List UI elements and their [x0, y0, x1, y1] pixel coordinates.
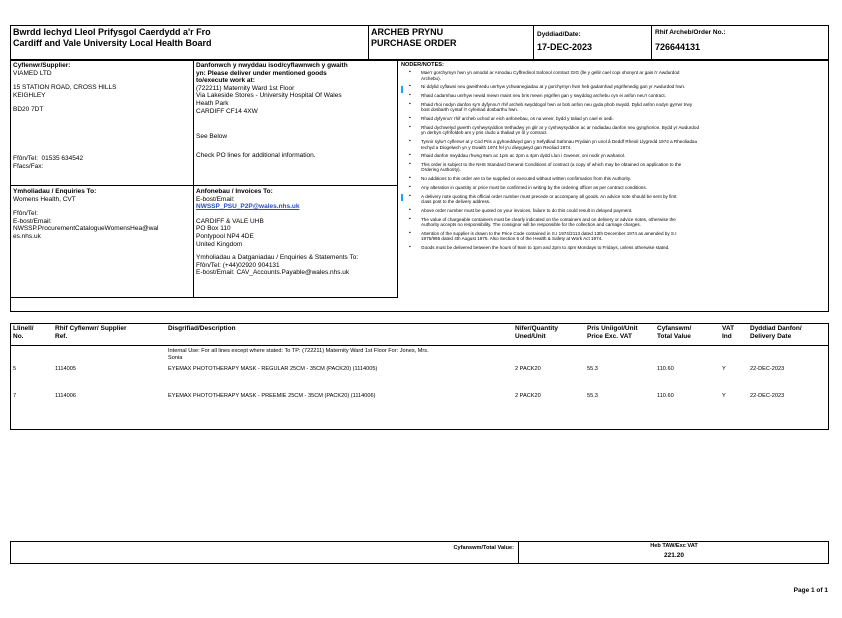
enquiries-name: Womens Health, CVT: [13, 195, 76, 203]
delivery-see-below: See Below: [196, 133, 228, 140]
note-item: [401, 125, 827, 136]
items-header-hline: [10, 345, 829, 346]
supplier-address-2: KEIGHLEY: [13, 91, 46, 99]
invoices-address-4: United Kingdom: [196, 240, 243, 248]
row-quantity: 2 PACK20: [515, 393, 541, 399]
table-row: [10, 366, 829, 376]
note-item: [401, 84, 827, 90]
header-divider-1: [368, 25, 369, 60]
row-vat: Y: [722, 366, 726, 372]
note-line: 1975/995 dated 4th August 1975. Also Section 5 of the Health & Safety at Work Act 1974.: [421, 236, 603, 242]
invoices-email-link[interactable]: NWSSP_PSU_P2P@wales.nhs.uk: [196, 203, 300, 211]
org-name-english: Cardiff and Vale University Local Health Board: [13, 38, 212, 48]
row-description: EYEMAX PHOTOTHERAPY MASK - REGULAR 25CM - 35CM (PACK20) (1114005): [168, 366, 378, 372]
note-line: ▪ Tynnir sylw'r cyflenwr at y Cod Pris a gyhoeddwyd gan y Sefydliad Safonau Prydain yn unol â Deddf Rheoli Llygredd 1974 a Rheoliadau: [421, 138, 698, 144]
doc-title-welsh: ARCHEB PRYNU: [371, 27, 444, 37]
notes-label: NODER/NOTES:: [401, 62, 444, 68]
supplier-fax: Ffacs/Fax:: [13, 163, 44, 170]
col-header-total: Cyfanswm/ Total Value: [657, 325, 692, 340]
note-item: [401, 185, 827, 191]
enquiries-email-2[interactable]: es.nhs.uk: [13, 232, 41, 240]
note-line: yn derbyn cyfrifoldeb am y pris cludo a thaliad yn ôl y contract.: [421, 130, 548, 136]
enquiries-email-label: E-bost/Email:: [13, 217, 52, 225]
delivery-address-2: Via Lakeside Stores - University Hospital Of Wales: [196, 92, 342, 100]
supplier-name: VIAMED LTD: [13, 69, 52, 77]
row-delivery-date: 22-DEC-2023: [750, 366, 785, 372]
note-line: ▪ No additions to this order are to be supplied or executed without written confirmation from this Authority.: [421, 176, 632, 182]
delivery-block: [196, 62, 396, 115]
note-line: class post to the delivery address.: [421, 199, 491, 205]
enquiries-email-1[interactable]: NWSSP.ProcurementCatalogueWomensHea@wal: [13, 225, 159, 233]
delivery-label-2: yn: Please deliver under mentioned goods: [196, 69, 327, 77]
col-header-unit-price: Pris Uniigol/Unit Price Exc. VAT: [587, 325, 638, 340]
note-item: [401, 153, 827, 159]
note-item: [401, 139, 827, 150]
invoices-block: [196, 188, 396, 277]
date-value: 17-DEC-2023: [537, 42, 593, 52]
note-line: bost dosbarth cyntaf i'r cyfeiriad dosbarthu hwn.: [421, 107, 519, 113]
note-item: [401, 93, 827, 99]
note-item: [401, 162, 827, 173]
col-header-vat: VAT Ind: [722, 325, 735, 340]
delivery-address-1: (722211) Maternity Ward 1st Floor: [196, 84, 295, 92]
enquiries-block: [13, 188, 191, 241]
note-item: [401, 70, 827, 81]
notes-list: [401, 70, 827, 254]
statements-email[interactable]: E-bost/Email: CAV_Accounts.Payable@wales.nhs.uk: [196, 269, 350, 277]
note-line: Authority accepts no responsibility. The consignor will be responsible for the collection and carriage charges.: [421, 222, 641, 228]
header-divider-2: [533, 25, 534, 60]
page-number: Page 1 of 1: [793, 587, 828, 594]
info-right-vline: [397, 60, 398, 297]
note-line: ▪ Above order number must be quoted on your invoices, failure to do this could result in delayed payment.: [421, 207, 633, 213]
note-line: ▪ The value of chargeable containers must be clearly indicated on the containers and on delivery or advice notes, otherwise the: [421, 216, 676, 222]
col-header-delivery-date: Dyddiad Danfon/ Delivery Date: [750, 325, 802, 340]
supplier-block: [13, 62, 191, 114]
supplier-address-1: 15 STATION ROAD, CROSS HILLS: [13, 84, 117, 92]
note-item: [401, 231, 827, 242]
note-line: Ordering Authority).: [421, 167, 461, 173]
note-line: ▪ Rhaid cadarnhau unrhyw newid mewn maint neu bris mewn ysgrifen gan y swyddog archebu cyn ei anfon neu'r contract.: [421, 92, 666, 98]
row-delivery-date: 22-DEC-2023: [750, 393, 785, 399]
total-value: 221.20: [664, 552, 684, 559]
excl-vat-label: Heb TAW/Exc VAT: [650, 543, 698, 549]
delivery-check-lines: Check PO lines for additional information.: [196, 152, 316, 159]
col-header-supplier-ref: Rhif Cyflenwr/ Supplier Ref.: [55, 325, 127, 340]
col-header-quantity: Nifer/Quantity Uned/Unit: [515, 325, 558, 340]
note-line: ▪ Any alteration in quantity or price must be confirmed in writing by the ordering officer as per contract conditions.: [421, 184, 647, 190]
enquiries-label: Ymholiadau / Enquiries To:: [13, 188, 97, 195]
note-item: [401, 245, 827, 251]
row-line-no: 5: [13, 366, 17, 372]
row-vat: Y: [722, 393, 726, 399]
enquiries-tel: Ffôn/Tel:: [13, 210, 38, 218]
note-line: ▪ Rhaid danfon nwyddau rhwng 9am ac 1pm ac 2pm a 4pm dydd Llun i Gwener, oni nodir yn wahanol.: [421, 153, 626, 159]
col-header-description: Disgrifiad/Description: [168, 325, 236, 332]
doc-title-english: PURCHASE ORDER: [371, 38, 457, 48]
internal-use-note: Internal Use: For all lines except where stated: To TP: (722211) Maternity Ward 1st Floor For: Jones, Mrs. Sonia: [168, 348, 429, 361]
org-name-welsh: Bwrdd Iechyd Lleol Prifysgol Caerdydd a'r Fro: [13, 27, 211, 37]
invoices-address-1: CARDIFF & VALE UHB: [196, 217, 264, 225]
note-line: ▪ Attention of the supplier is drawn to the Price Code contained in S.I 1974/2113 dated 13th December 1974 as amended by S.I: [421, 230, 677, 236]
row-supplier-ref: 1114005: [55, 366, 76, 372]
note-line: ▪ Rhaid dyfynnu'r rhif archeb uchod ar eich anfonebau, os na wneir, bydd y taliad yn cael ei oedi.: [421, 115, 614, 121]
note-item: [401, 217, 827, 228]
info-hline-2: [10, 297, 398, 298]
note-line: Iechyd a Diogelwch yn y Gwaith 1974 fel y'u diwygiwyd gan Reoliad 1974.: [421, 144, 572, 150]
note-item: [401, 102, 827, 113]
delivery-label-3: to/execute work at:: [196, 77, 255, 85]
note-item: [401, 176, 827, 182]
statements-label: Ymholiadau a Datganiadau / Enquiries & Statements To:: [196, 254, 359, 262]
note-item: [401, 194, 827, 205]
supplier-label: Cyflenwr/Supplier:: [13, 62, 71, 69]
delivery-label-1: Danfonwch y nwyddau isod/cyflawnwch y gwaith: [196, 62, 348, 69]
note-line: ▪ Rhaid rhoi nodyn danfon sy'n dyfynnu'r rhif archeb swyddogol hwn ar bob anfon neu gyda phob nwydd. Dylid anfon nodyn gyrrwr trwy: [421, 101, 693, 107]
note-line: Archebu).: [421, 75, 441, 81]
date-label: Dyddiad/Date:: [537, 31, 581, 38]
supplier-phone: Ffôn/Tel: 01535 634542: [13, 155, 84, 162]
note-line: ▪ A delivery note quoting this official order number must precede or accompany all goods. An advice note should be sent by first: [421, 193, 677, 199]
info-left-vline: [193, 60, 194, 297]
note-line: ▪ Ni ddylid cyflawni neu gweithredu unrhyw ychwanegiadau at y gorchymyn hwn heb gadarnhad ysgrifenedig gan yr Awdurdod hwn.: [421, 84, 686, 90]
note-item: [401, 116, 827, 122]
delivery-address-4: CARDIFF CF14 4XW: [196, 107, 258, 115]
row-total: 110.60: [657, 393, 674, 399]
info-hline-1: [10, 185, 398, 186]
invoices-email-label: E-bost/Email:: [196, 195, 235, 203]
delivery-address-3: Heath Park: [196, 99, 229, 107]
supplier-address-4: BD20 7DT: [13, 106, 44, 114]
row-supplier-ref: 1114006: [55, 393, 76, 399]
invoices-address-3: Pontypool NP4 4DE: [196, 232, 254, 240]
note-item: [401, 208, 827, 214]
note-line: ▪ Rhaid dychwelyd gwerth cynhwysyddion trethadwy yn glir ar y cynhwysyddion ac ar nodiadau danfon neu gynghorion. Bydd yr Awdurdod: [421, 124, 699, 130]
row-quantity: 2 PACK20: [515, 366, 541, 372]
statements-phone: Ffôn/Tel: (+44)02920 904131: [196, 261, 280, 269]
row-description: EYEMAX PHOTOTHERAPY MASK - PREEMIE 25CM - 35CM (PACK20) (1114006): [168, 393, 376, 399]
row-unit-price: 55.3: [587, 366, 598, 372]
header-divider-3: [651, 25, 652, 60]
row-unit-price: 55.3: [587, 393, 598, 399]
order-no-value: 726644131: [655, 42, 701, 52]
invoices-address-2: PO Box 110: [196, 225, 231, 233]
col-header-line: Llinell/ No.: [13, 325, 34, 340]
note-line: ▪ This order is subject to the NHS Standard General Conditions of contract (a copy of which may be obtained on application to the: [421, 161, 682, 167]
invoices-label: Anfonebau / Invoices To:: [196, 188, 273, 195]
note-line: ▪ Mae'r gorchymyn hwn yn amodol ar Amodau Cyffredinol Safonol contract GIG (lle y gellir cael copi ohonynt ar gais i'r Awdurdod: [421, 70, 680, 75]
supplier-address-3: [13, 99, 191, 106]
total-label: Cyfanswm/Total Value:: [453, 545, 514, 551]
items-header-row: [10, 325, 829, 345]
note-line: ▪ Goods must be delivered between the hours of 9am to 1pm and 2pm to 4pm Mondays to Fridays, unless otherwise stated.: [421, 245, 670, 251]
order-no-label: Rhif Archeb/Order No.:: [655, 29, 726, 36]
row-line-no: 7: [13, 393, 17, 399]
row-total: 110.60: [657, 366, 674, 372]
table-row: [10, 393, 829, 403]
